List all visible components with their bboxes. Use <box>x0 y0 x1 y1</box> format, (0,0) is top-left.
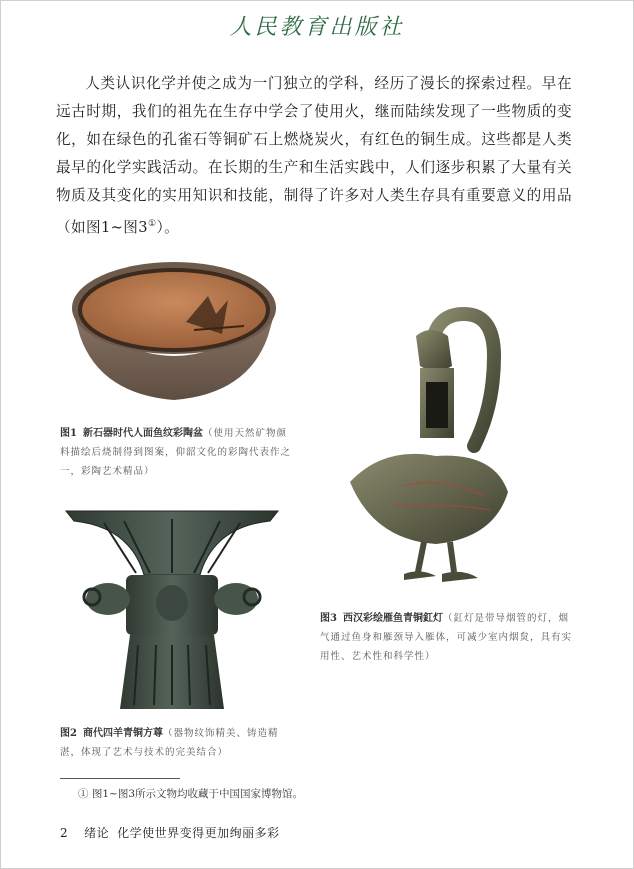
paragraph-end: ）。 <box>156 218 180 236</box>
figure-1-title: 新石器时代人面鱼纹彩陶盆 <box>82 428 203 439</box>
footnote-divider <box>60 778 180 779</box>
figure-3-title: 西汉彩绘雁鱼青铜釭灯 <box>342 613 443 624</box>
figure-2-title: 商代四羊青铜方尊 <box>82 728 163 739</box>
figure-1-note: （使用天然矿物颜料描绘后烧制得到图案，仰韶文化的彩陶代表作之一，彩陶艺术精品） <box>60 428 292 477</box>
figure-2-number: 图2 <box>60 728 77 739</box>
page-footer <box>60 824 280 841</box>
figure-1-pottery-basin-image <box>68 256 280 406</box>
figure-3-goose-fish-lamp-image <box>344 306 524 588</box>
figure-2-caption <box>60 724 292 762</box>
footnote: ① 图1~图3所示文物均收藏于中国国家博物馆。 <box>78 788 303 800</box>
figure-3-number: 图3 <box>320 613 337 624</box>
figure-2-note: （器物纹饰精美、铸造精湛，体现了艺术与技术的完美结合） <box>60 728 279 758</box>
figure-1-number: 图1 <box>60 428 77 439</box>
paragraph-text: 人类认识化学并使之成为一门独立的学科，经历了漫长的探索过程。早在远古时期，我们的祖先在生存中学会了使用火，继而陆续发现了一些物质的变化，如在绿色的孔雀石等铜矿石上燃烧炭火，有红色的铜生成。这些都是人类最早的化学实践活动。在长期的生产和生活实践中，人们逐步积累了大量有关物质及其变化的实用知识和技能，制得了许多对人类生存具有重要意义的用品（如图1~图3 <box>56 75 572 236</box>
publisher-logo-text: 人民教育出版社 <box>229 15 405 40</box>
figure-2-four-ram-zun-image <box>64 505 280 715</box>
figure-3-note: （釭灯是带导烟管的灯，烟气通过鱼身和雁颈导入雁体，可减少室内烟炱，具有实用性、艺术性和科学性） <box>320 613 573 662</box>
page-number: 2 <box>60 826 69 840</box>
body-paragraph <box>56 70 572 242</box>
footer-chapter-title: 化学使世界变得更加绚丽多彩 <box>117 826 280 840</box>
footnote-marker: ① <box>147 219 157 229</box>
footer-section: 绪论 <box>84 826 110 840</box>
figure-1-caption <box>60 424 292 481</box>
figure-3-caption <box>320 609 574 666</box>
